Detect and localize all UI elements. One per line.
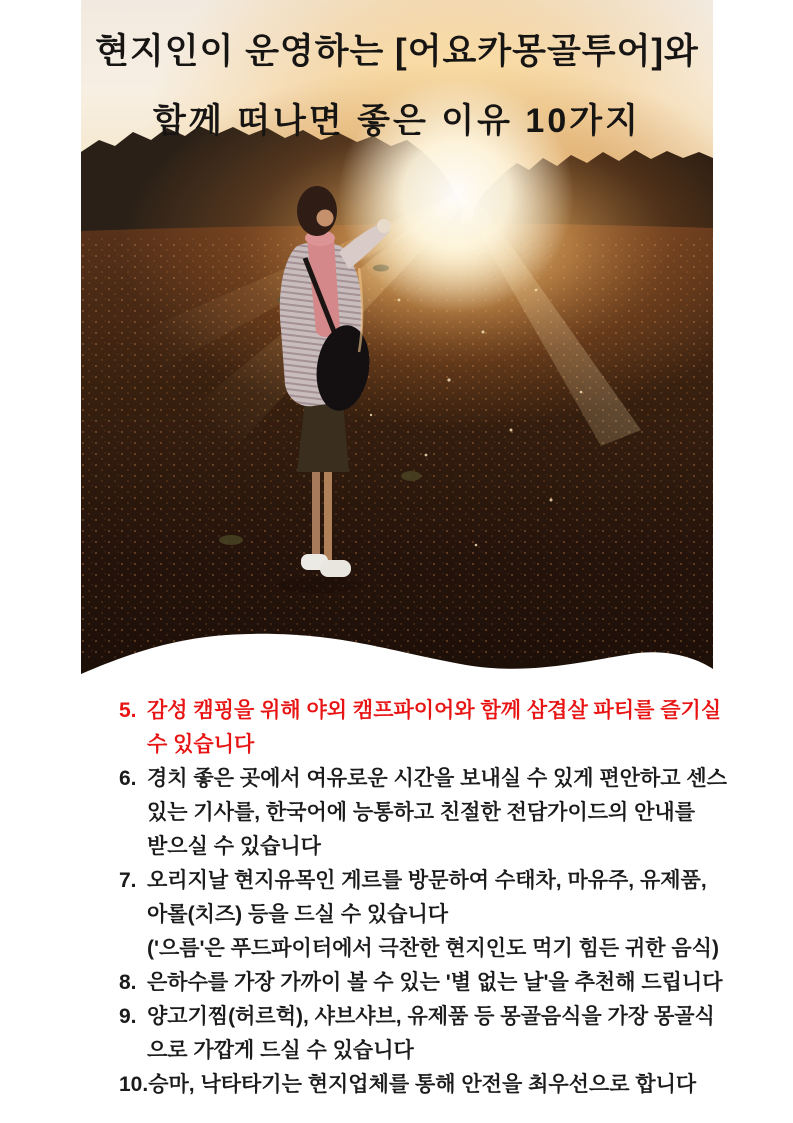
list-line: ('으름'은 푸드파이터에서 극찬한 현지인도 먹기 힘든 귀한 음식) [147,937,719,960]
item-text: 경치 좋은 곳에서 여유로운 시간을 보내실 수 있게 편안하고 센스 [147,767,727,790]
item-number: 7. [119,869,137,892]
item-number: 10. [119,1073,149,1096]
list-item-5 [119,694,731,762]
item-number: 8. [119,971,137,994]
item-text: 감성 캠핑을 위해 야외 캠프파이어와 함께 삼겹살 파티를 즐기실 [147,699,722,722]
item-text: 양고기찜(허르헉), 샤브샤브, 유제품 등 몽골음식을 가장 몽골식 [147,1005,715,1028]
page-title [81,24,713,142]
item-text: 승마, 낙타타기는 현지업체를 통해 안전을 최우선으로 합니다 [148,1073,697,1096]
list-line: 으로 가깝게 드실 수 있습니다 [147,1039,414,1062]
list-line [119,966,731,1000]
list-line [119,762,731,796]
item-number: 5. [119,699,137,722]
item-number: 9. [119,1005,137,1028]
list-item-8 [119,966,731,1000]
list-item-10 [119,1068,731,1102]
list-line: 아롤(치즈) 등을 드실 수 있습니다 [147,903,449,926]
list-line [119,864,731,898]
list-line [119,1068,731,1102]
item-number: 6. [119,767,137,790]
hero-photo [81,0,713,690]
list-line [119,1000,731,1034]
item-text: 오리지날 현지유목인 게르를 방문하여 수태차, 마유주, 유제품, [147,869,707,892]
item-text: 은하수를 가장 가까이 볼 수 있는 '별 없는 날'을 추천해 드립니다 [147,971,723,994]
list-item-7 [119,864,731,966]
title-line-2: 함께 떠나면 좋은 이유 10가지 [153,102,641,140]
title-line-1: 현지인이 운영하는 [어요카몽골투어]와 [95,32,699,71]
list-item-9 [119,1000,731,1068]
reasons-list [119,694,731,1102]
list-line: 있는 기사를, 한국어에 능통하고 친절한 전담가이드의 안내를 [147,801,695,824]
list-item-6 [119,762,731,864]
list-line: 받으실 수 있습니다 [147,835,321,858]
list-line [119,694,731,728]
list-line: 수 있습니다 [147,733,255,756]
